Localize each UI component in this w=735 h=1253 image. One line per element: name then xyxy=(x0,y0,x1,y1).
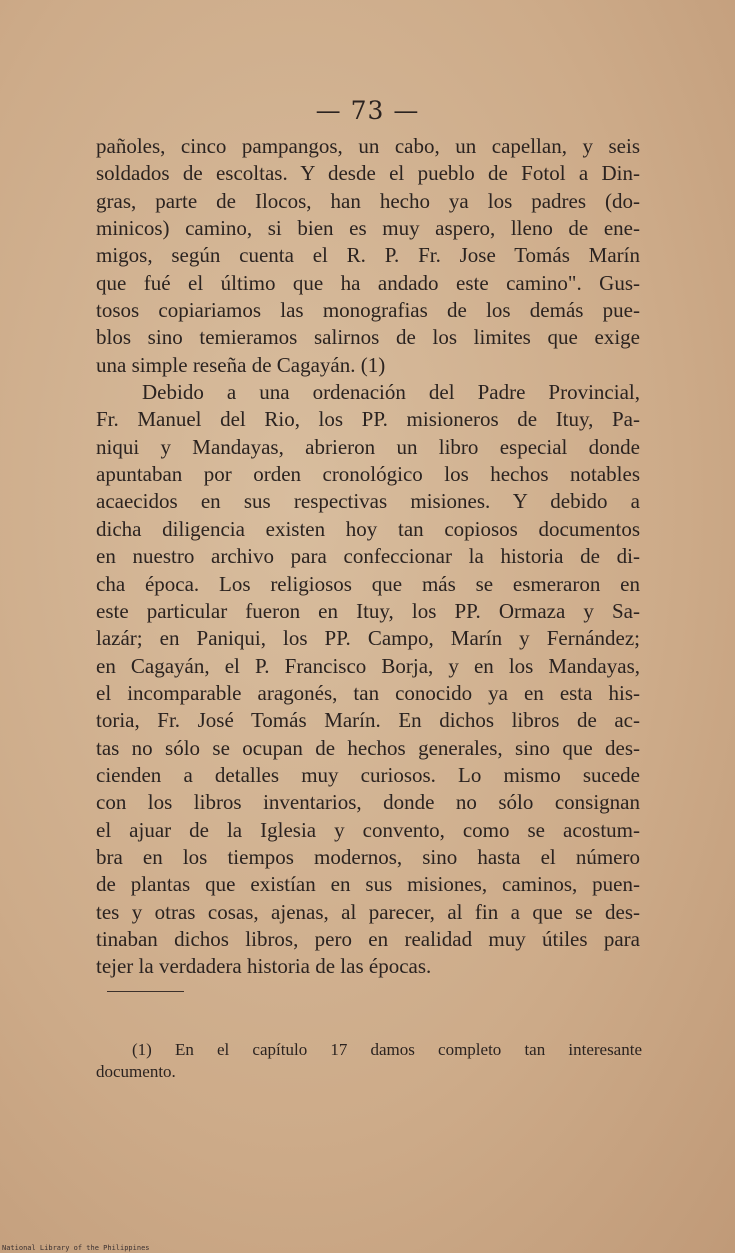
text-line: con los libros inventarios, donde no sólo consignan xyxy=(96,790,640,815)
text-line: una simple reseña de Cagayán. (1) xyxy=(96,352,386,377)
text-line: acaecidos en sus respectivas misiones. Y debido a xyxy=(96,489,640,514)
text-line: cha época. Los religiosos que más se esmeraron en xyxy=(96,571,640,596)
text-line: toria, Fr. José Tomás Marín. En dichos libros de ac- xyxy=(96,708,640,733)
text-line: tejer la verdadera historia de las épocas. xyxy=(96,954,432,979)
text-line: cienden a detalles muy curiosos. Lo mismo sucede xyxy=(96,762,640,787)
text-line: tinaban dichos libros, pero en realidad muy útiles para xyxy=(96,926,640,951)
text-line: soldados de escoltas. Y desde el pueblo de Fotol a Din- xyxy=(96,161,640,186)
footnote-rule xyxy=(107,991,184,992)
text-line: en Cagayán, el P. Francisco Borja, y en los Mandayas, xyxy=(96,653,640,678)
text-line: tas no sólo se ocupan de hechos generales, sino que des- xyxy=(96,735,640,760)
text-line: apuntaban por orden cronológico los hechos notables xyxy=(96,462,640,487)
text-line: tosos copiariamos las monografias de los demás pue- xyxy=(96,298,640,323)
text-line: migos, según cuenta el R. P. Fr. Jose Tomás Marín xyxy=(96,243,640,268)
text-line: niqui y Mandayas, abrieron un libro especial donde xyxy=(96,434,640,459)
text-line: pañoles, cinco pampangos, un cabo, un capellan, y seis xyxy=(96,134,640,158)
text-line: gras, parte de Ilocos, han hecho ya los padres (do- xyxy=(96,188,640,213)
text-line: tes y otras cosas, ajenas, al parecer, al fin a que se des- xyxy=(96,899,640,924)
text-line: este particular fueron en Ituy, los PP. Ormaza y Sa- xyxy=(96,598,640,623)
text-line: de plantas que existían en sus misiones, caminos, puen- xyxy=(96,872,640,897)
text-line: que fué el último que ha andado este camino". Gus- xyxy=(96,270,640,295)
library-watermark: National Library of the Philippines xyxy=(2,1244,150,1252)
body-text xyxy=(96,133,640,981)
text-line: bra en los tiempos modernos, sino hasta el número xyxy=(96,844,640,869)
footnote-line: documento. xyxy=(96,1062,176,1081)
text-line: lazár; en Paniqui, los PP. Campo, Marín y Fernández; xyxy=(96,626,640,651)
page-number: — 73 — xyxy=(315,96,420,125)
text-line: en nuestro archivo para confeccionar la historia de di- xyxy=(96,544,640,569)
text-line: Fr. Manuel del Rio, los PP. misioneros de Ituy, Pa- xyxy=(96,407,640,432)
text-line: Debido a una ordenación del Padre Provincial, xyxy=(142,380,640,405)
text-line: dicha diligencia existen hoy tan copiosos documentos xyxy=(96,516,640,541)
footnote xyxy=(96,1039,642,1083)
text-line: minicos) camino, si bien es muy aspero, lleno de ene- xyxy=(96,216,640,241)
footnote-line: (1) En el capítulo 17 damos completo tan interesante xyxy=(132,1040,642,1059)
text-line: blos sino temieramos salirnos de los limites que exige xyxy=(96,325,640,350)
text-line: el incomparable aragonés, tan conocido ya en esta his- xyxy=(96,680,640,705)
text-line: el ajuar de la Iglesia y convento, como se acostum- xyxy=(96,817,640,842)
